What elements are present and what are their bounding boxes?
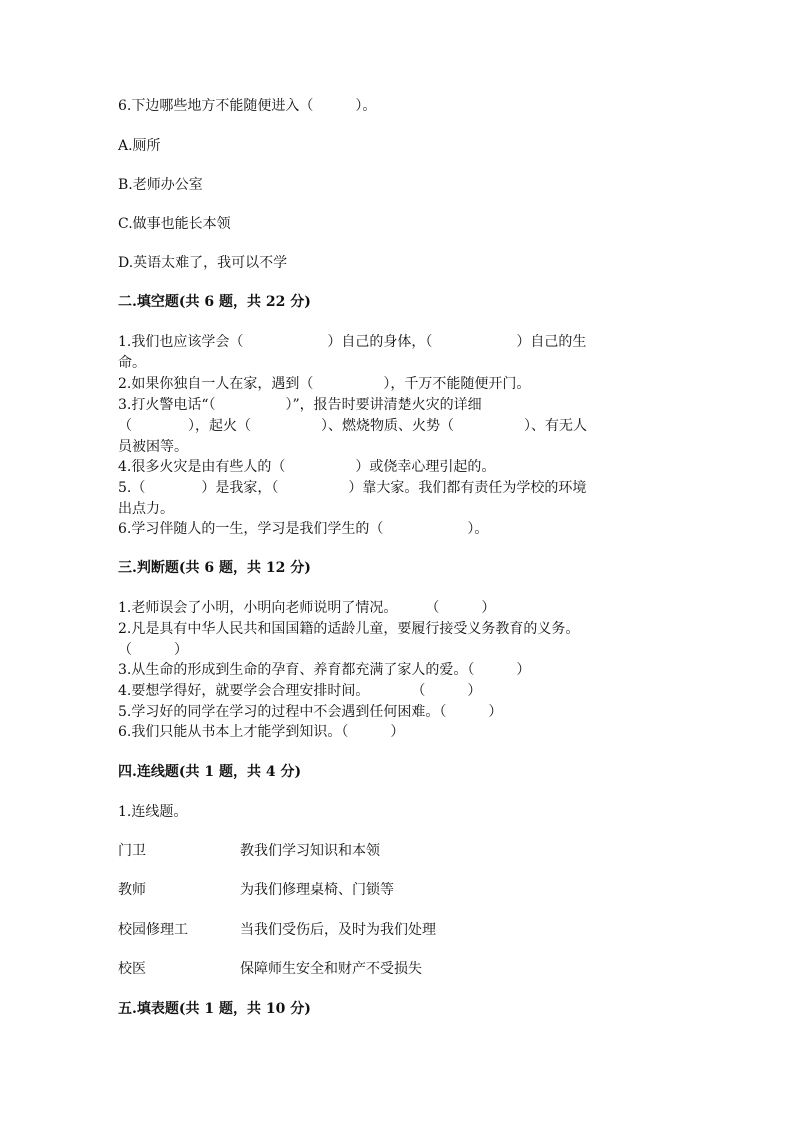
judge-line: 2.凡是具有中华人民共和国国籍的适龄儿童，要履行接受义务教育的义务。 — [118, 621, 580, 637]
fill-line: 命。 — [118, 355, 146, 371]
match-left-item: 校医 — [118, 961, 146, 977]
mc-option-b: B.老师办公室 — [118, 177, 203, 193]
match-left-item: 门卫 — [118, 843, 146, 859]
mc-option-a: A.厕所 — [118, 138, 161, 154]
mc-option-d: D.英语太难了，我可以不学 — [118, 255, 288, 271]
fill-line: 出点力。 — [118, 501, 174, 517]
fill-line: 3.打火警电话“（ ）”，报告时要讲清楚火灾的详细 — [118, 397, 482, 413]
fill-line: 5.（ ）是我家，（ ）靠大家。我们都有责任为学校的环境 — [118, 480, 587, 496]
fill-line: 2.如果你独自一人在家，遇到（ ），千万不能随便开门。 — [118, 376, 531, 392]
match-left-item: 教师 — [118, 882, 146, 898]
match-right-item: 当我们受伤后，及时为我们处理 — [240, 922, 436, 938]
match-intro: 1.连线题。 — [118, 804, 188, 820]
fill-line: 1.我们也应该学会（ ）自己的身体，（ ）自己的生 — [118, 334, 587, 350]
fill-line: 员被困等。 — [118, 439, 188, 455]
match-right-item: 为我们修理桌椅、门锁等 — [240, 882, 394, 898]
judge-line: 4.要想学得好，就要学会合理安排时间。 （ ） — [118, 683, 482, 699]
section-heading-fill: 二.填空题(共 6 题，共 22 分) — [118, 294, 311, 310]
judge-line: 1.老师误会了小明，小明向老师说明了情况。 （ ） — [118, 600, 496, 616]
fill-line: （ ），起火（ ）、燃烧物质、火势（ ）、有无人 — [118, 418, 587, 434]
fill-line: 4.很多火灾是由有些人的（ ）或侥幸心理引起的。 — [118, 459, 496, 475]
mc-option-c: C.做事也能长本领 — [118, 216, 231, 232]
match-left-item: 校园修理工 — [118, 922, 188, 938]
match-right-item: 保障师生安全和财产不受损失 — [240, 961, 422, 977]
section-heading-table: 五.填表题(共 1 题，共 10 分) — [118, 1001, 311, 1017]
mc-question: 6.下边哪些地方不能随便进入（ ）。 — [118, 98, 377, 114]
fill-line: 6.学习伴随人的一生，学习是我们学生的（ ）。 — [118, 521, 489, 537]
judge-line: 5.学习好的同学在学习的过程中不会遇到任何困难。（ ） — [118, 704, 503, 720]
section-heading-judge: 三.判断题(共 6 题，共 12 分) — [118, 560, 311, 576]
judge-line: （ ） — [118, 642, 188, 658]
section-heading-match: 四.连线题(共 1 题，共 4 分) — [118, 764, 302, 780]
judge-line: 3.从生命的形成到生命的孕育、养育都充满了家人的爱。（ ） — [118, 662, 531, 678]
judge-line: 6.我们只能从书本上才能学到知识。（ ） — [118, 724, 405, 740]
match-right-item: 教我们学习知识和本领 — [240, 843, 380, 859]
